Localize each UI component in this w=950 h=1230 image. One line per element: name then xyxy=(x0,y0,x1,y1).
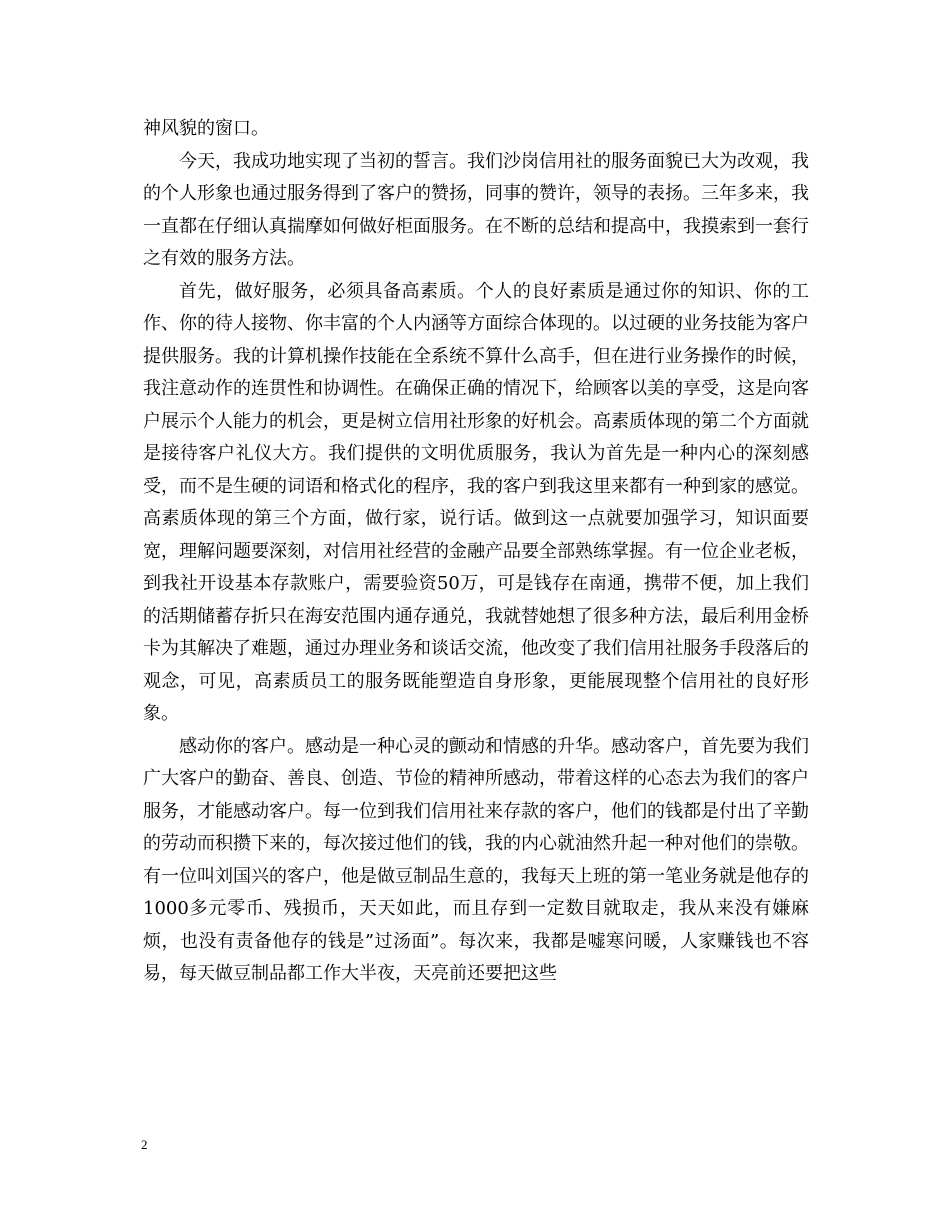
paragraph-4: 感动你的客户。感动是一种心灵的颤动和情感的升华。感动客户，首先要为我们广大客户的勤奋、善良、创造、节俭的精神所感动，带着这样的心态去为我们的客户服务，才能感动客户。每一位到我们信用社来存款的客户，他们的钱都是付出了辛勤的劳动而积攒下来的，每次接过他们的钱，我的内心就油然升起一种对他们的崇敬。有一位叫刘国兴的客户，他是做豆制品生意的，我每天上班的第一笔业务就是他存的1000多元零币、残损币，天天如此，而且存到一定数目就取走，我从来没有嫌麻烦，也没有责备他存的钱是”过汤面”。每次来，我都是嘘寒问暖，人家赚钱也不容易，每天做豆制品都工作大半夜，天亮前还要把这些 xyxy=(143,735,809,984)
paragraph-3: 首先，做好服务，必须具备高素质。个人的良好素质是通过你的知识、你的工作、你的待人接物、你丰富的个人内涵等方面综合体现的。以过硬的业务技能为客户提供服务。我的计算机操作技能在全系统不算什么高手，但在进行业务操作的时候，我注意动作的连贯性和协调性。在确保正确的情况下，给顾客以美的享受，这是向客户展示个人能力的机会，更是树立信用社形象的好机会。高素质体现的第二个方面就是接待客户礼仪大方。我们提供的文明优质服务，我认为首先是一种内心的深刻感受，而不是生硬的词语和格式化的程序，我的客户到我这里来都有一种到家的感觉。高素质体现的第三个方面，做行家，说行话。做到这一点就要加强学习，知识面要宽，理解问题要深刻，对信用社经营的金融产品要全部熟练掌握。有一位企业老板，到我社开设基本存款账户，需要验资50万，可是钱存在南通，携带不便，加上我们的活期储蓄存折只在海安范围内通存通兑，我就替她想了很多种方法，最后利用金桥卡为其解决了难题，通过办理业务和谈话交流，他改变了我们信用社服务手段落后的观念，可见，高素质员工的服务既能塑造自身形象，更能展现整个信用社的良好形象。 xyxy=(143,280,809,724)
paragraph-1: 神风貌的窗口。 xyxy=(143,118,269,139)
paragraph-2: 今天，我成功地实现了当初的誓言。我们沙岗信用社的服务面貌已大为改观，我的个人形象也通过服务得到了客户的赞扬，同事的赞许，领导的表扬。三年多来，我一直都在仔细认真揣摩如何做好柜面服务。在不断的总结和提高中，我摸索到一套行之有效的服务方法。 xyxy=(143,150,809,269)
page-number: 2 xyxy=(141,1137,148,1152)
body-text xyxy=(143,113,809,991)
